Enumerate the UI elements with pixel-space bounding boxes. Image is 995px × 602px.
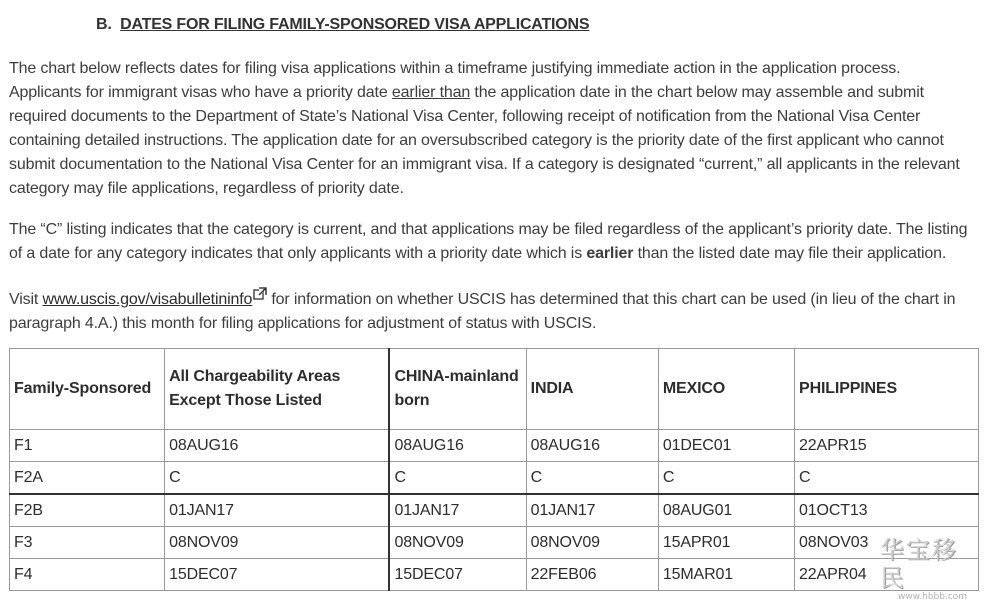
cell-philippines: C	[795, 462, 979, 495]
cell-india: C	[526, 462, 658, 495]
uscis-link[interactable]: www.uscis.gov/visabulletininfo	[42, 291, 253, 308]
section-heading	[96, 16, 589, 34]
family-sponsored-dates-table	[9, 348, 979, 591]
cell-india: 22FEB06	[526, 559, 658, 591]
section-letter: B.	[96, 16, 112, 33]
header-philippines: PHILIPPINES	[795, 349, 979, 430]
cell-all: 08AUG16	[165, 430, 390, 462]
cell-category: F2B	[10, 494, 165, 527]
cell-all: 01JAN17	[165, 494, 390, 527]
cell-philippines: 22APR04	[795, 559, 979, 591]
intro-paragraph	[9, 57, 975, 201]
watermark-url: www.hbbb.com	[898, 592, 968, 602]
c-listing-paragraph	[9, 218, 975, 266]
section-title: DATES FOR FILING FAMILY-SPONSORED VISA APPLICATIONS	[120, 16, 590, 33]
cell-mexico: C	[658, 462, 794, 495]
cell-mexico: 15APR01	[658, 527, 794, 559]
earlier-than-emphasis: earlier than	[391, 84, 471, 101]
table-row	[10, 559, 979, 591]
cell-category: F1	[10, 430, 165, 462]
cell-china: 08AUG16	[389, 430, 526, 462]
uscis-paragraph	[9, 284, 975, 336]
header-china: CHINA-mainland born	[389, 349, 526, 430]
table-row	[10, 430, 979, 462]
visit-suffix: for information on whether USCIS has determined that this chart can be used (in lieu of the chart in paragraph 4.A.) this month for filing applications for adjustment of status with USCIS.	[9, 291, 956, 332]
header-family-sponsored: Family-Sponsored	[10, 349, 165, 430]
external-link-icon	[253, 284, 267, 308]
cell-mexico: 01DEC01	[658, 430, 794, 462]
cell-category: F2A	[10, 462, 165, 495]
cell-india: 01JAN17	[526, 494, 658, 527]
table-header-row	[10, 349, 979, 430]
earlier-emphasis: earlier	[586, 245, 634, 262]
cell-all: 08NOV09	[165, 527, 390, 559]
cell-all: C	[165, 462, 390, 495]
c-listing-text-part2: than the listed date may file their application.	[633, 245, 947, 262]
table-row	[10, 494, 979, 527]
cell-china: 01JAN17	[389, 494, 526, 527]
intro-text-part2: the application date in the chart below may assemble and submit required documents to the Department of State’s National Visa Center, following receipt of notification from the National Visa Center containing detailed instructions. The application date for an oversubscribed category is the priority date of the first applicant who cannot submit documentation to the National Visa Center for an immigrant visa. If a category is designated “current,” all applicants in the relevant category may file applications, regardless of priority date.	[9, 84, 960, 197]
cell-category: F3	[10, 527, 165, 559]
intro-text-part1: The chart below reflects dates for filing visa applications within a timeframe justifying immediate action in the application process. Applicants for immigrant visas who have a priority date	[9, 60, 901, 101]
table-row	[10, 462, 979, 495]
header-india: INDIA	[526, 349, 658, 430]
cell-mexico: 08AUG01	[658, 494, 794, 527]
cell-mexico: 15MAR01	[658, 559, 794, 591]
watermark-logo	[880, 536, 980, 602]
cell-philippines: 01OCT13	[795, 494, 979, 527]
header-all-chargeability: All Chargeability Areas Except Those Listed	[165, 349, 390, 430]
watermark-chars: 华宝移民	[880, 536, 958, 592]
cell-china: C	[389, 462, 526, 495]
cell-india: 08AUG16	[526, 430, 658, 462]
cell-china: 15DEC07	[389, 559, 526, 591]
table-row	[10, 527, 979, 559]
visit-prefix: Visit	[9, 291, 43, 308]
cell-philippines: 22APR15	[795, 430, 979, 462]
c-listing-text-part1: The “C” listing indicates that the category is current, and that applications may be filed regardless of the applicant’s priority date. The listing of a date for any category indicates that only applicants with a priority date which is	[9, 221, 968, 262]
cell-category: F4	[10, 559, 165, 591]
cell-philippines: 08NOV03	[795, 527, 979, 559]
cell-all: 15DEC07	[165, 559, 390, 591]
header-mexico: MEXICO	[658, 349, 794, 430]
cell-india: 08NOV09	[526, 527, 658, 559]
cell-china: 08NOV09	[389, 527, 526, 559]
